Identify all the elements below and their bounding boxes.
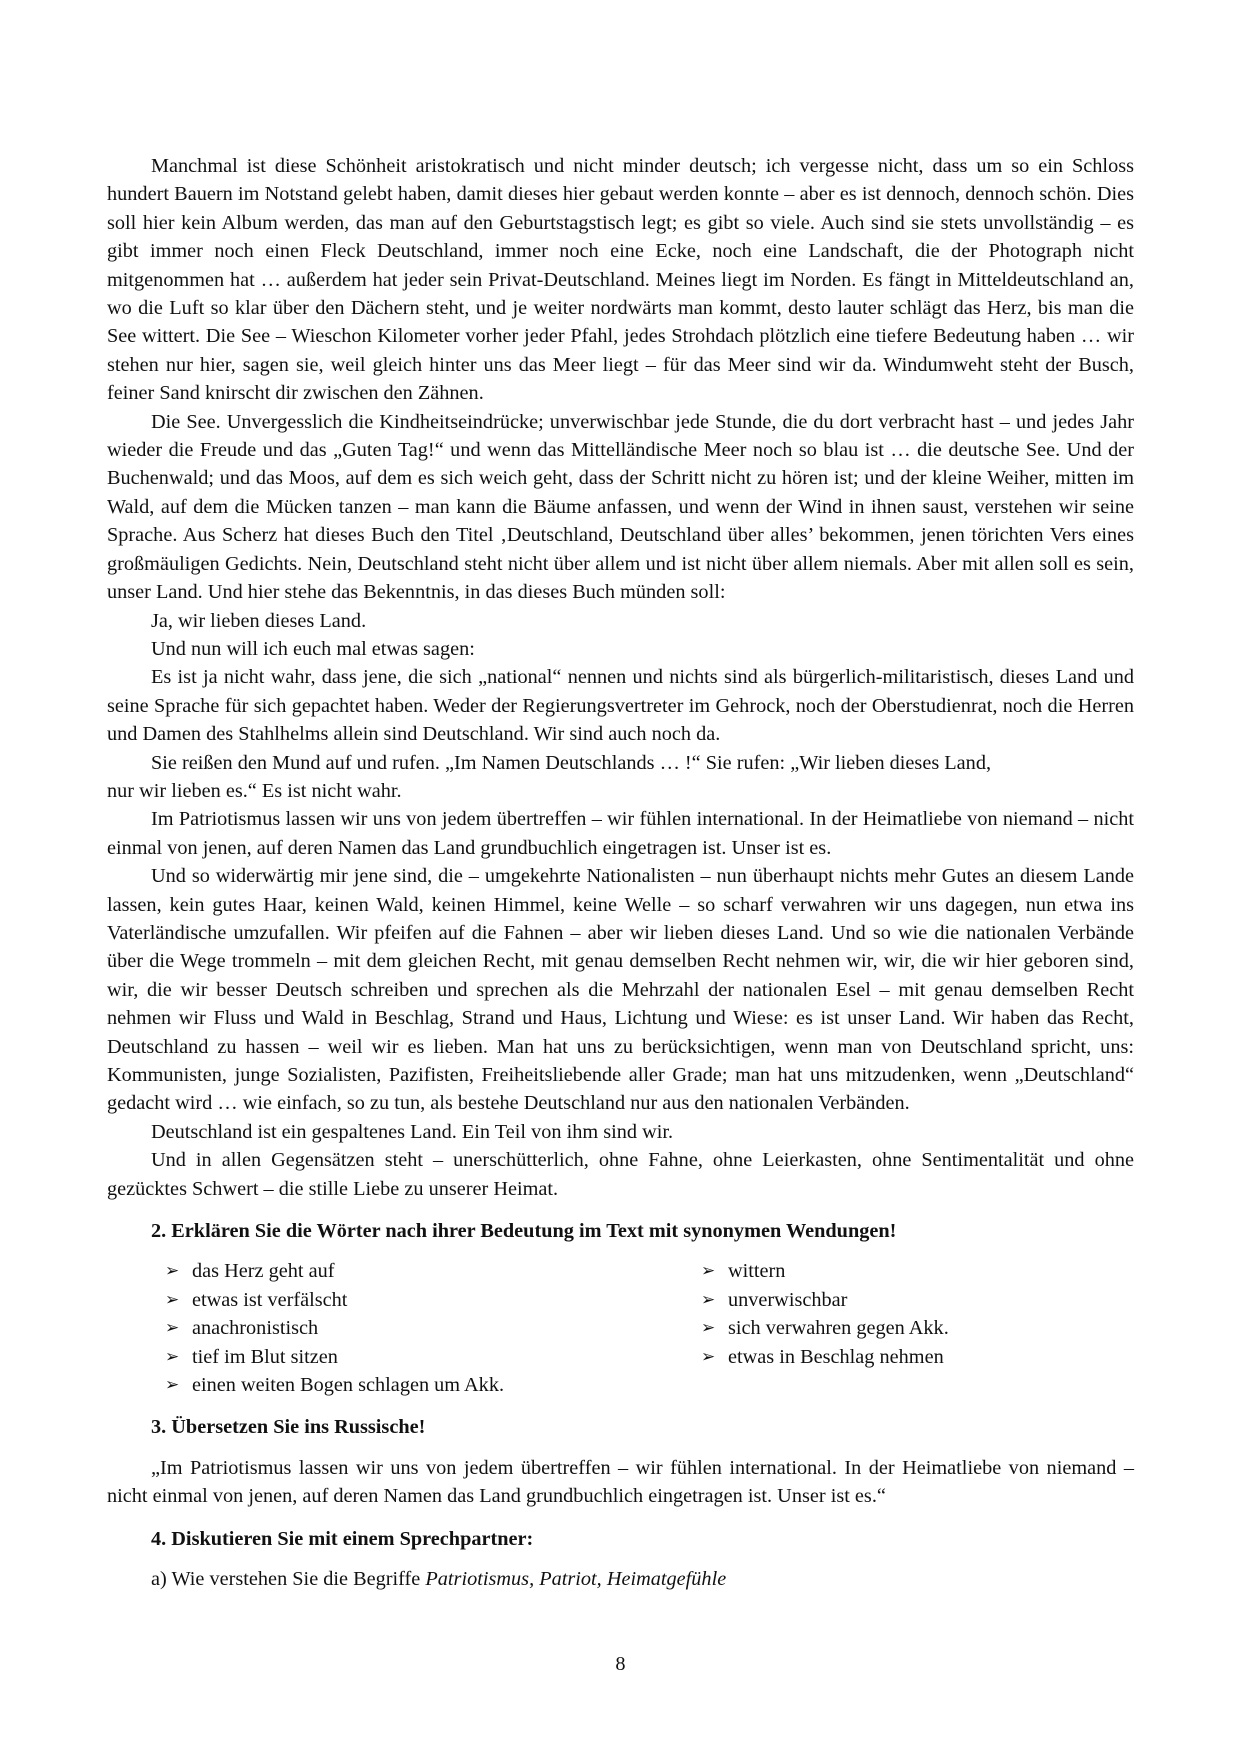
list-item: ➢ etwas ist verfälscht [165,1286,701,1314]
paragraph-9: Deutschland ist ein gespaltenes Land. Ein Teil von ihm sind wir. [151,1120,674,1143]
arrow-bullet-icon: ➢ [701,1289,716,1310]
paragraph-7: Im Patriotismus lassen wir uns von jedem übertreffen – wir fühlen international. In der Heimatliebe von niemand – nicht einmal von jenen, auf deren Namen das Land grundbuchlich eingetragen ist. Unser ist es. [107,808,1134,859]
list-item: ➢ wittern [701,1257,1134,1285]
paragraph-2: Die See. Unvergesslich die Kindheitseindrücke; unverwischbar jede Stunde, die du dort verbracht hast – und jedes Jahr wieder die Freude und das „Guten Tag!“ und wenn das Mittelländische Meer noch so blau ist … die deutsche See. Und der Buchenwald; und das Moos, auf dem es sich weich geht, dass der Schritt nicht zu hören ist; und der kleine Weiher, mitten im Wald, auf dem die Mücken tanzen – man kann die Bäume anfassen, und wenn der Wind in ihnen saust, verstehen wir seine Sprache. Aus Scherz hat dieses Buch den Titel ‚Deutschland, Deutschland über alles’ bekommen, jenen törichten Vers eines großmäuligen Gedichts. Nein, Deutschland steht nicht über allem und ist nicht über allem niemals. Aber mit allen soll es sein, unser Land. Und hier stehe das Bekenntnis, in das dieses Buch münden soll: [107,410,1134,604]
discussion-terms: Patriotismus, Patriot, Heimatgefühle [425,1568,727,1591]
paragraph-10: Und in allen Gegensätzen steht – unerschütterlich, ohne Fahne, ohne Leierkasten, ohne Sentimentalität und ohne gezücktes Schwert – die stille Liebe zu unserer Heimat. [107,1149,1134,1200]
arrow-bullet-icon: ➢ [165,1261,180,1282]
paragraph-5: Es ist ja nicht wahr, dass jene, die sich „national“ nennen und nichts sind als bürgerlich-militaristisch, dieses Land und seine Sprache für sich gepachtet haben. Weder der Regierungsvertreter im Gehrock, noch der Oberstudienrat, noch die Herren und Damen des Stahlhelms allein sind Deutschland. Wir sind auch noch da. [107,666,1134,746]
arrow-bullet-icon: ➢ [701,1318,716,1339]
list-item: ➢ anachronistisch [165,1314,701,1342]
list-item: ➢ etwas in Beschlag nehmen [701,1343,1134,1371]
arrow-bullet-icon: ➢ [701,1346,716,1367]
arrow-bullet-icon: ➢ [165,1346,180,1367]
vocabulary-list [165,1257,1134,1399]
translation-text: „Im Patriotismus lassen wir uns von jedem übertreffen – wir fühlen international. In der Heimatliebe von niemand – nicht einmal von jenen, auf deren Namen das Land grundbuchlich eingetragen ist. Unser ist es.“ [107,1456,1134,1508]
task-4-title: 4. Diskutieren Sie mit einem Sprechpartner: [151,1527,534,1550]
paragraph-6: Sie reißen den Mund auf und rufen. „Im Namen Deutschlands … !“ Sie rufen: „Wir lieben dieses Land, [151,751,992,774]
list-item: ➢ einen weiten Bogen schlagen um Akk. [165,1371,701,1399]
list-item: ➢ unverwischbar [701,1286,1134,1314]
vocabulary-column-right [701,1257,1134,1399]
task-2-title: 2. Erklären Sie die Wörter nach ihrer Bedeutung im Text mit synonymen Wendungen! [151,1220,897,1243]
paragraph-1: Manchmal ist diese Schönheit aristokratisch und nicht minder deutsch; ich vergesse nicht, dass um so ein Schloss hundert Bauern im Notstand gelebt haben, damit dieses hier gebaut werden konnte – aber es ist dennoch, dennoch schön. Dies soll hier kein Album werden, das man auf den Geburtstagstisch legt; es gibt so viele. Auch sind sie stets unvollständig – es gibt immer noch einen Fleck Deutschland, immer noch eine Ecke, noch eine Landschaft, die der Photograph nicht mitgenommen hat … außerdem hat jeder sein Privat-Deutschland. Meines liegt im Norden. Es fängt in Mitteldeutschland an, wo die Luft so klar über den Dächern steht, und je weiter nordwärts man kommt, desto lauter schlägt das Herz, bis man die See wittert. Die See – Wieschon Kilometer vorher jeder Pfahl, jedes Strohdach plötzlich eine tiefere Bedeutung haben … wir stehen nur hier, sagen sie, weil gleich hinter uns das Meer liegt – für das Meer sind wir da. Windumweht steht der Busch, feiner Sand knirscht dir zwischen den Zähnen. [107,155,1134,405]
paragraph-6-continued: nur wir lieben es.“ Es ist nicht wahr. [107,779,402,802]
arrow-bullet-icon: ➢ [165,1318,180,1339]
arrow-bullet-icon: ➢ [165,1375,180,1396]
list-item: ➢ das Herz geht auf [165,1257,701,1285]
task-3-title: 3. Übersetzen Sie ins Russische! [151,1416,426,1439]
paragraph-8: Und so widerwärtig mir jene sind, die – umgekehrte Nationalisten – nun überhaupt nichts mehr Gutes an diesem Lande lassen, kein gutes Haar, keinen Wald, keinen Himmel, keine Welle – so scharf verwahren wir uns dagegen, nun etwa ins Vaterländische umzufallen. Wir pfeifen auf die Fahnen – aber wir lieben dieses Land. Und so wie die nationalen Verbände über die Wege trommeln – mit dem gleichen Recht, mit genau demselben Recht nehmen wir, wir, die wir hier geboren sind, wir, die wir besser Deutsch schreiben und sprechen als die Mehrzahl der nationalen Esel – mit genau demselben Recht nehmen wir Fluss und Wald in Beschlag, Strand und Haus, Lichtung und Wiese: es ist unser Land. Wir haben das Recht, Deutschland zu hassen – weil wir es lieben. Man hat uns zu berücksichtigen, wenn man von Deutschland spricht, uns: Kommunisten, junge Sozialisten, Pazifisten, Freiheitsliebende aller Grade; man hat uns mitzudenken, wenn „Deutschland“ gedacht wird … wie einfach, so zu tun, als bestehe Deutschland nur aus den nationalen Verbänden. [107,865,1134,1115]
vocabulary-column-left [165,1257,701,1399]
list-item: ➢ sich verwahren gegen Akk. [701,1314,1134,1342]
paragraph-4: Und nun will ich euch mal etwas sagen: [151,637,475,660]
list-item: ➢ tief im Blut sitzen [165,1343,701,1371]
arrow-bullet-icon: ➢ [165,1289,180,1310]
page-number: 8 [615,1653,626,1675]
paragraph-3: Ja, wir lieben dieses Land. [151,609,367,632]
arrow-bullet-icon: ➢ [701,1261,716,1282]
discussion-item-a: a) Wie verstehen Sie die Begriffe Patriotismus, Patriot, Heimatgefühle [151,1568,727,1591]
